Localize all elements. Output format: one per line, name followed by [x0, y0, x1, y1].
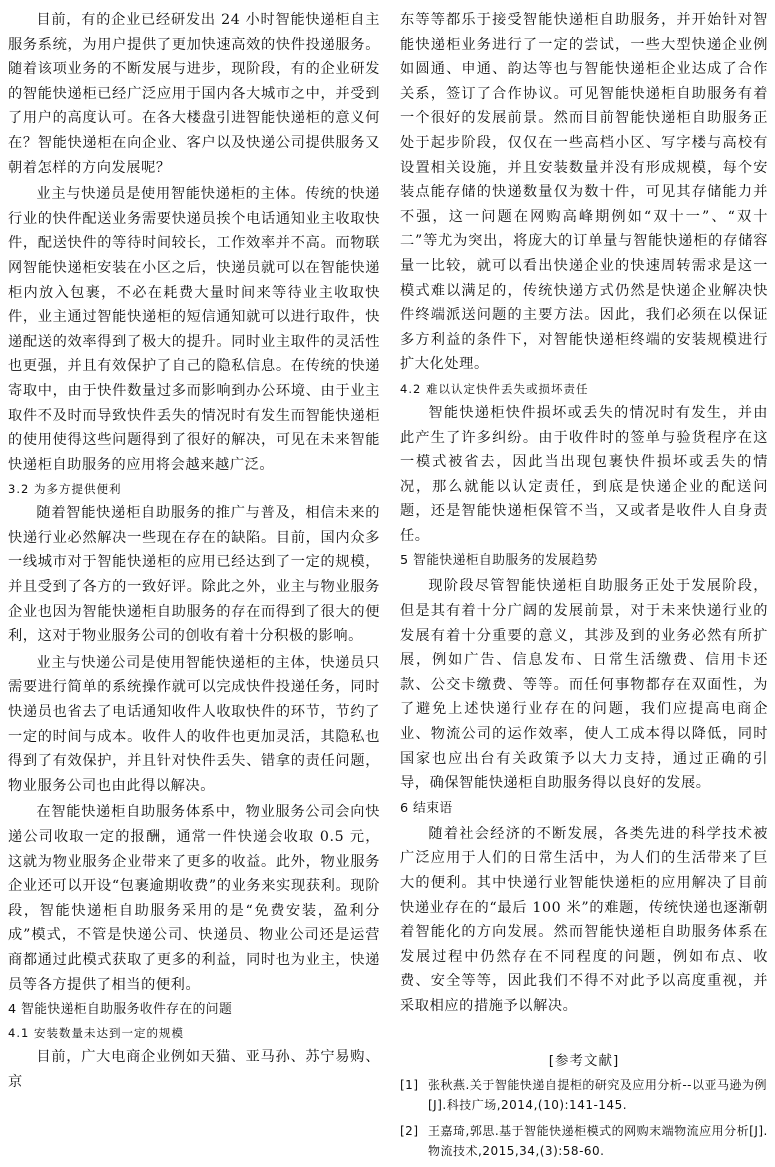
paragraph: 目前，有的企业已经研发出 24 小时智能快递柜自主服务系统，为用户提供了更加快速高效的快件投递服务。随着该项业务的不断发展与进步，现阶段，有的企业研发的智能快递柜已经广泛应用于国内各大城市之中，并受到了用户的高度认可。在各大楼盘引进智能快递柜的意义何在？智能快递柜在向企业、客户以及快递公司提供服务又朝着怎样的方向发展呢？ — [8, 12, 380, 176]
reference-number: [1] — [400, 1077, 419, 1092]
section-heading: 6 结束语 — [400, 800, 453, 816]
paragraph: 业主与快递公司是使用智能快递柜的主体，快递员只需要进行简单的系统操作就可以完成快件投递任务，同时快递员也省去了电话通知收件人收取快件的环节，节约了一定的时间与成本。收件人的收件也更加灵活，其隐私也得到了有效保护，并且针对快件丢失、错拿的责任问题，物业服务公司也由此得以解决。 — [8, 654, 380, 794]
reference-item — [400, 1121, 768, 1161]
paragraph: 东等等都乐于接受智能快递柜自助服务，并开始针对智能快递柜业务进行了一定的尝试，一些大型快递企业例如圆通、申通、韵达等也与智能快递柜企业达成了合作关系，签订了合作协议。可见智能快递柜自助服务有着一个很好的发展前景。然而目前智能快递柜自助服务正处于起步阶段，仅仅在一些高档小区、写字楼与高校有设置相关设施，并且安装数量并没有形成规模，每个安装点能存储的快递数量仅为数十件，可见其存储能力并不强，这一问题在网购高峰期例如“双十一”、“双十二”等尤为突出，将庞大的订单量与智能快递柜的存储容量一比较，就可以看出快递企业的快速周转需求是这一模式难以满足的，传统快递方式仍然是快递企业解决快件终端派送问题的主要方法。因此，我们必须在以保证多方利益的条件下，对智能快递柜终端的安装规模进行扩大化处理。 — [400, 12, 768, 373]
reference-text: 张秋燕.关于智能快递自提柜的研究及应用分析--以亚马逊为例[J].科技广场,2014,(10):141-145. — [428, 1077, 767, 1112]
section-heading: 4 智能快递柜自助服务收件存在的问题 — [8, 1002, 233, 1018]
right-column — [400, 8, 768, 1167]
paragraph: 现阶段尽管智能快递柜自助服务正处于发展阶段，但是其有着十分广阔的发展前景，对于未来快递行业的发展有着十分重要的意义，其涉及到的业务必然有所扩展，例如广告、信息发布、日常生活缴费、信用卡还款、公交卡缴费、等等。而任何事物都存在双面性，为了避免上述快递行业存在的问题，我们应提高电商企业、物流公司的运作效率，使人工成本得以降低，同时国家也应出台有关政策予以大力支持，通过正确的引导，确保智能快递柜自助服务得以良好的发展。 — [400, 578, 768, 792]
paragraph: 智能快递柜快件损坏或丢失的情况时有发生，并由此产生了许多纠纷。由于收件时的签单与验货程序在这一模式被省去，因此当出现包裹快件损坏或丢失的情况，那么就能以认定责任，到底是快递企业的配送问题，还是智能快递柜保管不当，又或者是收件人自身责任。 — [400, 404, 768, 544]
subsection-heading: 3.2 为多方提供便利 — [8, 482, 122, 497]
paragraph: 随着智能快递柜自助服务的推广与普及，相信未来的快递行业必然解决一些现在存在的缺陷。目前，国内众多一线城市对于智能快递柜的应用已经达到了一定的规模，并且受到了各方的一致好评。除此之外，业主与物业服务企业也因为智能快递柜自助服务的存在而得到了很大的便利，这对于物业服务公司的创收有着十分积极的影响。 — [8, 505, 380, 645]
subsection-heading: 4.2 难以认定快件丢失或损坏责任 — [400, 381, 589, 396]
paragraph: 随着社会经济的不断发展，各类先进的科学技术被广泛应用于人们的日常生活中，为人们的生活带来了巨大的便利。其中快递行业智能快递柜的应用解决了目前快递业存在的“最后 100 米”的难题，传统快递也逐渐朝着智能化的方向发展。然而智能快递柜自助服务体系在发展过程中仍然存在不同程度的问题，例如布点、收费、安全等等，因此我们不得不对此予以高度重视，并采取相应的措施予以解决。 — [400, 825, 768, 1014]
reference-text: 王嘉琦,郭思.基于智能快递柜模式的网购末端物流应用分析[J].物流技术,2015,34,(3):58-60. — [428, 1123, 768, 1158]
section-heading: 5 智能快递柜自助服务的发展趋势 — [400, 553, 598, 569]
references-title: [参考文献] — [548, 1052, 620, 1069]
paragraph: 业主与快递员是使用智能快递柜的主体。传统的快递行业的快件配送业务需要快递员挨个电话通知业主收取快件，配送快件的等待时间较长，工作效率并不高。而物联网智能快递柜安装在小区之后，快递员就可以在智能快递柜内放入包裹，不必在耗费大量时间来等待业主收取快件，业主通过智能快递柜的短信通知就可以进行取件，快递配送的效率得到了极大的提升。同时业主取件的灵活性也更强，并且有效保护了自己的隐私信息。在传统的快递寄取中，由于快件数量过多而影响到办公环境、由于业主取件不及时而导致快件丢失的情况时有发生而智能快递柜的使用使得这些问题得到了很好的解决，可见在未来智能快递柜自助服务的应用将会越来越广泛。 — [8, 186, 380, 473]
reference-number: [2] — [400, 1123, 419, 1138]
left-column — [8, 8, 380, 1096]
paragraph: 在智能快递柜自助服务体系中，物业服务公司会向快递公司收取一定的报酬，通常一件快递会收取 0.5 元，这就为物业服务企业带来了更多的收益。此外，物业服务企业还可以开设“包裹逾期收费”的业务来实现获利。现阶段，智能快递柜自助服务采用的是“免费安装，盈利分成”模式，不管是快递公司、快递员、物业公司还是运营商都通过此模式获取了更多的利益，同时也为业主，快递员等各方提供了相当的便利。 — [8, 804, 380, 993]
reference-item — [400, 1075, 768, 1115]
subsection-heading: 4.1 安装数量未达到一定的规模 — [8, 1026, 184, 1041]
paragraph: 目前，广大电商企业例如天猫、亚马孙、苏宁易购、京 — [8, 1049, 380, 1090]
